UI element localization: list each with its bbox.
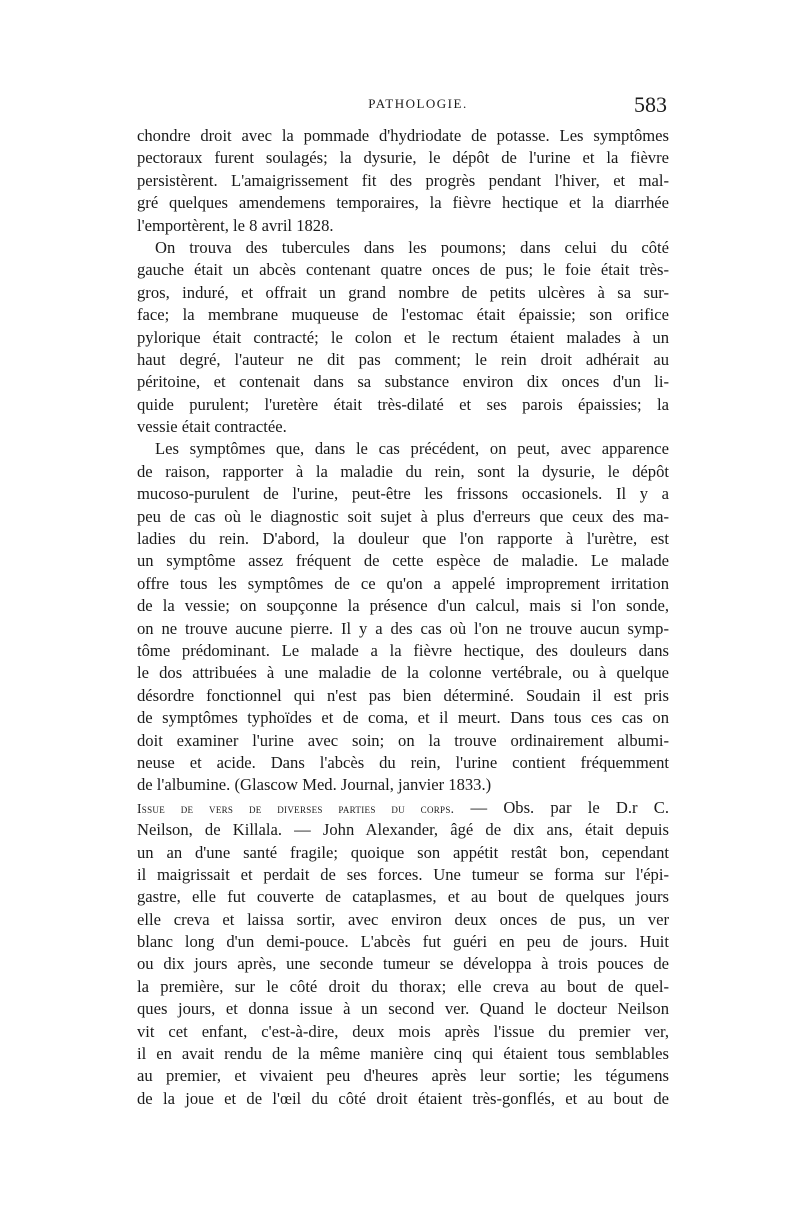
text-line: quide purulent; l'uretère était très-dilaté et ses parois épaissies; la (137, 394, 669, 414)
text-line: gros, induré, et offrait un grand nombre de petits ulcères à sa sur- (137, 282, 669, 302)
text-line: un symptôme assez fréquent de cette espèce de maladie. Le malade (137, 551, 669, 571)
text-line: de l'albumine. (Glascow Med. Journal, janvier 1833.) (137, 775, 492, 795)
text-line: le dos attribuées à une maladie de la colonne vertébrale, ou à quelque (137, 663, 669, 683)
text-line: Les symptômes que, dans le cas précédent, on peut, avec apparence (155, 439, 669, 459)
text-line: ou dix jours après, une seconde tumeur se développa à trois pouces de (137, 954, 669, 974)
text-line: peu de cas où le diagnostic soit sujet à plus d'erreurs que ceux des ma- (137, 506, 669, 526)
text-line: gauche était un abcès contenant quatre onces de pus; le foie était très- (137, 260, 669, 280)
text-line: persistèrent. L'amaigrissement fit des progrès pendant l'hiver, et mal- (137, 170, 669, 190)
text-line: de symptômes typhoïdes et de coma, et il meurt. Dans tous ces cas on (137, 708, 669, 728)
text-line: pylorique était contracté; le colon et le rectum étaient malades à un (137, 327, 669, 347)
text-line (137, 797, 669, 819)
text-line: face; la membrane muqueuse de l'estomac était épaissie; son orifice (137, 305, 669, 325)
text-line: il en avait rendu de la même manière cinq qui étaient tous semblables (137, 1044, 669, 1064)
text-line: péritoine, et contenait dans sa substance environ dix onces d'un li- (137, 372, 669, 392)
text-line: désordre fonctionnel qui n'est pas bien déterminé. Soudain il est pris (137, 685, 669, 705)
text-line: gastre, elle fut couverte de cataplasmes, et au bout de quelques jours (137, 887, 669, 907)
running-head (137, 92, 669, 118)
body-text (137, 125, 669, 1110)
text-line: on ne trouve aucune pierre. Il y a des cas où l'on ne trouve aucun symp- (137, 618, 669, 638)
text-line: la première, sur le côté droit du thorax; elle creva au bout de quel- (137, 976, 669, 996)
text-line: ladies du rein. D'abord, la douleur que l'on rapporte à l'urètre, est (137, 529, 669, 549)
text-line: elle creva et laissa sortir, avec environ deux onces de pus, un ver (137, 909, 669, 929)
text-line: un an d'une santé fragile; quoique son appétit restât bon, cependant (137, 842, 669, 862)
text-line: ques jours, et donna issue à un second ver. Quand le docteur Neilson (137, 999, 669, 1019)
text-line: il maigrissait et perdait de ses forces. Une tumeur se forma sur l'épi- (137, 864, 669, 884)
text-line: pectoraux furent soulagés; la dysurie, le dépôt de l'urine et la fièvre (137, 148, 669, 168)
text-line: chondre droit avec la pommade d'hydriodate de potasse. Les symptômes (137, 126, 669, 145)
text-line: On trouva des tubercules dans les poumons; dans celui du côté (155, 237, 669, 257)
text-line: offre tous les symptômes de ce qu'on a appelé improprement irritation (137, 573, 669, 593)
running-title: PATHOLOGIE. (368, 96, 468, 111)
text-line: mucoso-purulent de l'urine, peut-être les frissons occasionels. Il y a (137, 484, 669, 504)
text-line: tôme prédominant. Le malade a la fièvre hectique, des douleurs dans (137, 640, 669, 660)
text-line: gré quelques amendemens temporaires, la fièvre hectique et la diarrhée (137, 193, 669, 213)
text-line: de la joue et de l'œil du côté droit étaient très-gonflés, et au bout de (137, 1088, 669, 1108)
text-line: haut degré, l'auteur ne dit pas comment; le rein droit adhérait au (137, 349, 669, 369)
text-line: l'emportèrent, le 8 avril 1828. (137, 215, 334, 235)
text-line: de raison, rapporter à la maladie du rein, sont la dysurie, le dépôt (137, 461, 669, 481)
text-line: neuse et acide. Dans l'abcès du rein, l'urine contient fréquemment (137, 752, 669, 772)
text-line: doit examiner l'urine avec soin; on la trouve ordinairement albumi- (137, 730, 669, 750)
heading-continuation: — Obs. par le D.r C. (454, 797, 669, 817)
text-line: Neilson, de Killala. — John Alexander, âgé de dix ans, était depuis (137, 820, 669, 840)
text-line: de la vessie; on soupçonne la présence d'un calcul, mais si l'on sonde, (137, 596, 669, 616)
text-line: vessie était contractée. (137, 417, 287, 437)
text-line: vit cet enfant, c'est-à-dire, deux mois après l'issue du premier ver, (137, 1021, 669, 1041)
text-line: au premier, et vivaient peu d'heures après leur sortie; les tégumens (137, 1066, 669, 1086)
section-heading: Issue de vers de diverses parties du corps. (137, 800, 455, 816)
text-line: blanc long d'un demi-pouce. L'abcès fut guéri en peu de jours. Huit (137, 932, 669, 952)
page-number: 583 (634, 92, 667, 117)
